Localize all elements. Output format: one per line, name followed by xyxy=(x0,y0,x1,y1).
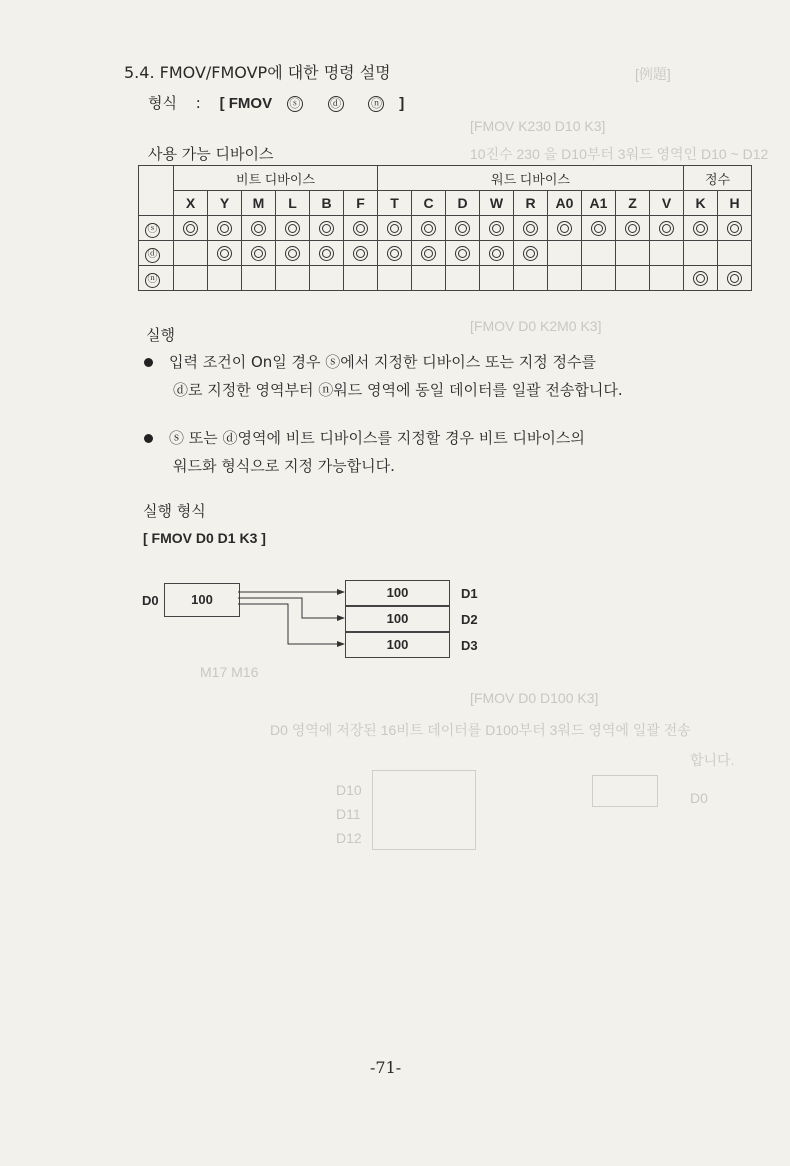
page-number: -71- xyxy=(370,1058,402,1077)
group-word-devices: 워드 디바이스 xyxy=(378,166,684,191)
format-label: 형식 xyxy=(148,94,177,112)
row-label-text: ⓝ xyxy=(145,273,160,288)
arrow-to-d3 xyxy=(238,604,344,644)
dest-box-1: 100 xyxy=(345,580,450,606)
source-label: D0 xyxy=(142,593,159,608)
operand-n: ⓝ xyxy=(368,96,384,112)
dest-label-1: D1 xyxy=(461,586,478,601)
column-header: X xyxy=(174,191,208,216)
column-header: A0 xyxy=(548,191,582,216)
column-header: D xyxy=(446,191,480,216)
group-bit-devices: 비트 디바이스 xyxy=(174,166,378,191)
format-open: [ FMOV xyxy=(219,95,273,112)
column-header: R xyxy=(514,191,548,216)
dest-box-3: 100 xyxy=(345,632,450,658)
dest-label-3: D3 xyxy=(461,638,478,653)
column-header: M xyxy=(242,191,276,216)
execution-title: 실행 xyxy=(146,326,175,344)
column-header: V xyxy=(650,191,684,216)
example-title: 실행 형식 xyxy=(143,502,206,520)
format-separator: : xyxy=(195,94,201,112)
column-header: B xyxy=(310,191,344,216)
arrow-to-d2 xyxy=(238,598,344,618)
format-close: ] xyxy=(399,95,405,112)
group-constants: 정수 xyxy=(684,166,752,191)
column-header: Z xyxy=(616,191,650,216)
operand-d: ⓓ xyxy=(328,96,344,112)
dest-box-2: 100 xyxy=(345,606,450,632)
devices-title: 사용 가능 디바이스 xyxy=(148,145,274,163)
column-header: A1 xyxy=(582,191,616,216)
column-header: Y xyxy=(208,191,242,216)
bullet-2-line-2: 워드화 형식으로 지정 가능합니다. xyxy=(173,457,395,475)
row-label-text: ⓓ xyxy=(145,248,160,263)
dest-label-2: D2 xyxy=(461,612,478,627)
column-header: T xyxy=(378,191,412,216)
column-header: K xyxy=(684,191,718,216)
column-header: L xyxy=(276,191,310,216)
source-value: 100 xyxy=(191,592,213,607)
column-header: W xyxy=(480,191,514,216)
column-header: H xyxy=(718,191,752,216)
column-header: C xyxy=(412,191,446,216)
bullet-1-line-2: ⓓ로 지정한 영역부터 ⓝ워드 영역에 동일 데이터를 일괄 전송합니다. xyxy=(173,381,623,399)
column-header: F xyxy=(344,191,378,216)
section-title: 5.4. FMOV/FMOVP에 대한 명령 설명 xyxy=(124,63,391,82)
bullet-1-line-1: 입력 조건이 On일 경우 ⓢ에서 지정한 디바이스 또는 지정 정수를 xyxy=(169,353,596,371)
bullet-2-line-1: ⓢ 또는 ⓓ영역에 비트 디바이스를 지정할 경우 비트 디바이스의 xyxy=(169,429,585,447)
row-label-text: ⓢ xyxy=(145,223,160,238)
example-code: [ FMOV D0 D1 K3 ] xyxy=(143,530,266,546)
operand-s: ⓢ xyxy=(287,96,303,112)
